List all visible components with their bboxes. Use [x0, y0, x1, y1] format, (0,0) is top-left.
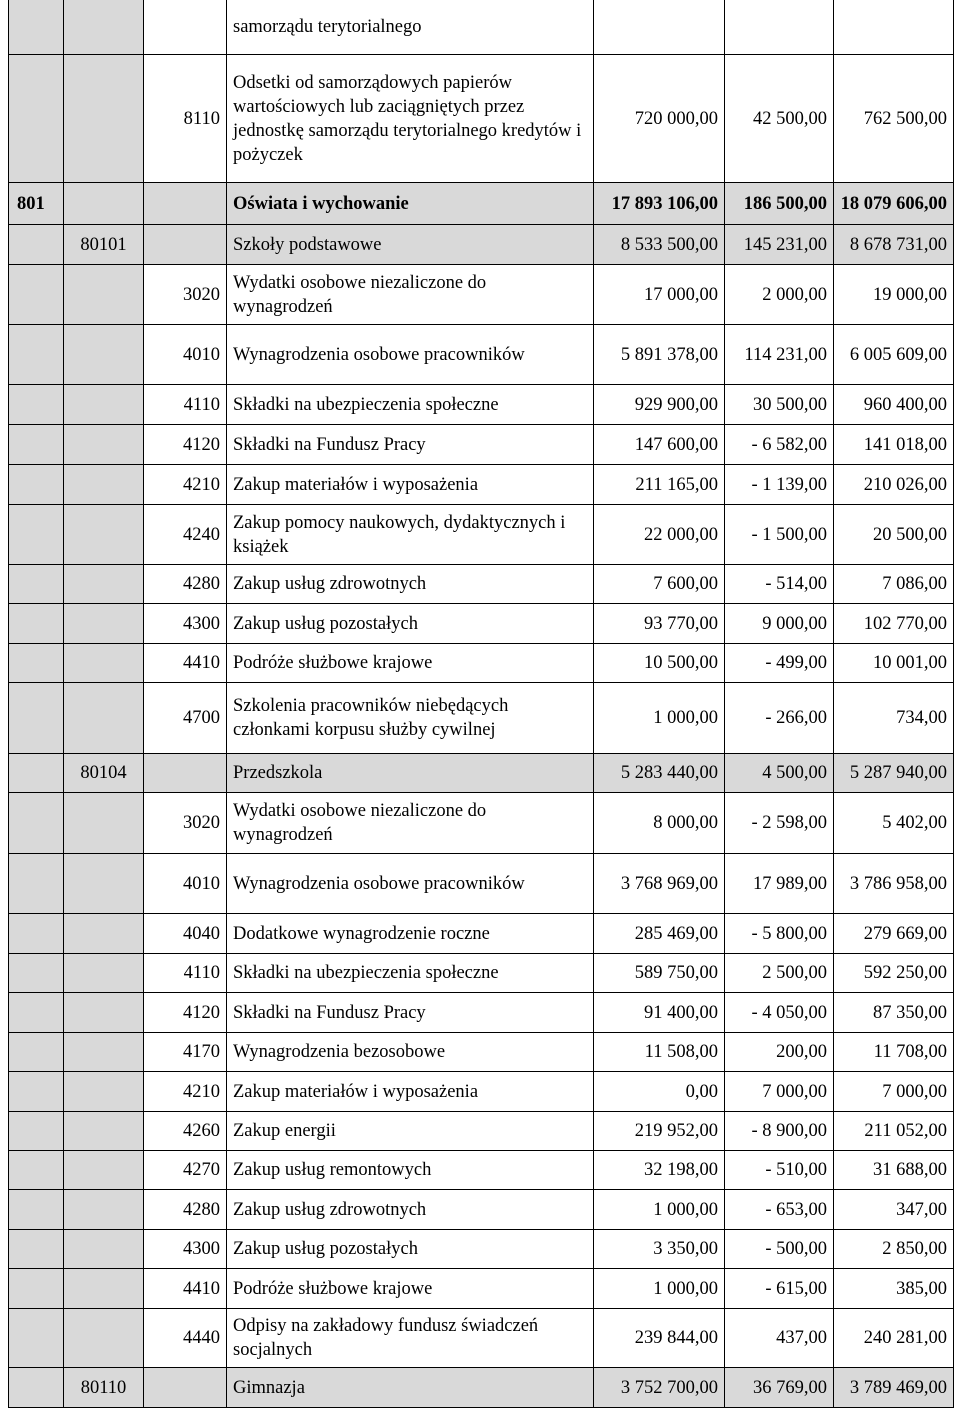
after-change-amount-cell: 19 000,00 [834, 265, 954, 325]
after-change-amount-cell: 10 001,00 [834, 644, 954, 683]
rozdzial-code-cell [64, 265, 144, 325]
rozdzial-code-cell [64, 1112, 144, 1151]
plan-amount-cell: 10 500,00 [594, 644, 725, 683]
plan-amount-cell: 239 844,00 [594, 1309, 725, 1368]
change-amount-cell: 2 500,00 [725, 954, 834, 993]
paragraf-row [9, 604, 954, 644]
dzial-code-cell [9, 1151, 64, 1190]
item-name-cell: Składki na Fundusz Pracy [227, 425, 594, 465]
paragraf-row [9, 465, 954, 505]
change-amount-cell: - 6 582,00 [725, 425, 834, 465]
after-change-amount-cell: 7 086,00 [834, 565, 954, 604]
item-name-cell: Zakup usług zdrowotnych [227, 1190, 594, 1230]
after-change-amount-cell: 5 287 940,00 [834, 754, 954, 793]
change-amount-cell: 186 500,00 [725, 183, 834, 225]
item-name-cell: Przedszkola [227, 754, 594, 793]
paragraf-row [9, 505, 954, 565]
dzial-code-cell [9, 325, 64, 385]
paragraf-code-cell: 4170 [144, 1033, 227, 1072]
paragraf-code-cell: 4040 [144, 914, 227, 954]
plan-amount-cell: 22 000,00 [594, 505, 725, 565]
item-name-cell: Wydatki osobowe niezaliczone do wynagrodzeń [227, 265, 594, 325]
after-change-amount-cell: 960 400,00 [834, 385, 954, 425]
paragraf-code-cell: 4440 [144, 1309, 227, 1368]
change-amount-cell [725, 0, 834, 55]
paragraf-code-cell [144, 0, 227, 55]
item-name-cell: Wydatki osobowe niezaliczone do wynagrodzeń [227, 793, 594, 854]
dzial-code-cell [9, 225, 64, 265]
rozdzial-code-cell [64, 683, 144, 754]
paragraf-code-cell [144, 183, 227, 225]
change-amount-cell: - 5 800,00 [725, 914, 834, 954]
plan-amount-cell: 5 283 440,00 [594, 754, 725, 793]
after-change-amount-cell: 7 000,00 [834, 1072, 954, 1112]
rozdzial-code-cell [64, 793, 144, 854]
rozdzial-code-cell [64, 1151, 144, 1190]
plan-amount-cell: 32 198,00 [594, 1151, 725, 1190]
paragraf-row [9, 1151, 954, 1190]
paragraf-row [9, 1112, 954, 1151]
after-change-amount-cell: 347,00 [834, 1190, 954, 1230]
dzial-code-cell [9, 565, 64, 604]
change-amount-cell: 200,00 [725, 1033, 834, 1072]
after-change-amount-cell: 2 850,00 [834, 1230, 954, 1269]
paragraf-code-cell: 3020 [144, 265, 227, 325]
rozdzial-code-cell [64, 1190, 144, 1230]
dzial-code-cell [9, 914, 64, 954]
change-amount-cell: 30 500,00 [725, 385, 834, 425]
after-change-amount-cell: 385,00 [834, 1269, 954, 1309]
after-change-amount-cell: 210 026,00 [834, 465, 954, 505]
change-amount-cell: 437,00 [725, 1309, 834, 1368]
rozdzial-code-cell: 80110 [64, 1368, 144, 1408]
change-amount-cell: 7 000,00 [725, 1072, 834, 1112]
after-change-amount-cell: 279 669,00 [834, 914, 954, 954]
item-name-cell: Podróże służbowe krajowe [227, 644, 594, 683]
change-amount-cell: 114 231,00 [725, 325, 834, 385]
rozdzial-code-cell [64, 1230, 144, 1269]
dzial-code-cell [9, 954, 64, 993]
item-name-cell: Szkoły podstawowe [227, 225, 594, 265]
paragraf-code-cell: 3020 [144, 793, 227, 854]
change-amount-cell: 17 989,00 [725, 854, 834, 914]
rozdzial-code-cell [64, 1269, 144, 1309]
rozdzial-code-cell [64, 55, 144, 183]
plan-amount-cell: 8 000,00 [594, 793, 725, 854]
change-amount-cell: - 2 598,00 [725, 793, 834, 854]
paragraf-row [9, 993, 954, 1033]
dzial-code-cell: 801 [9, 183, 64, 225]
plan-amount-cell [594, 0, 725, 55]
dzial-code-cell [9, 683, 64, 754]
plan-amount-cell: 147 600,00 [594, 425, 725, 465]
dzial-row [9, 183, 954, 225]
item-name-cell: Zakup materiałów i wyposażenia [227, 465, 594, 505]
item-name-cell: Zakup pomocy naukowych, dydaktycznych i książek [227, 505, 594, 565]
change-amount-cell: 36 769,00 [725, 1368, 834, 1408]
plan-amount-cell: 589 750,00 [594, 954, 725, 993]
plan-amount-cell: 3 752 700,00 [594, 1368, 725, 1408]
item-name-cell: Zakup usług remontowych [227, 1151, 594, 1190]
rozdzial-code-cell [64, 505, 144, 565]
plan-amount-cell: 0,00 [594, 1072, 725, 1112]
paragraf-code-cell: 4120 [144, 425, 227, 465]
rozdzial-code-cell [64, 604, 144, 644]
after-change-amount-cell: 6 005 609,00 [834, 325, 954, 385]
rozdzial-code-cell [64, 644, 144, 683]
paragraf-code-cell: 4700 [144, 683, 227, 754]
after-change-amount-cell: 5 402,00 [834, 793, 954, 854]
change-amount-cell: 9 000,00 [725, 604, 834, 644]
dzial-code-cell [9, 1230, 64, 1269]
dzial-code-cell [9, 1072, 64, 1112]
plan-amount-cell: 17 893 106,00 [594, 183, 725, 225]
change-amount-cell: - 514,00 [725, 565, 834, 604]
rozdzial-code-cell [64, 914, 144, 954]
item-name-cell: Wynagrodzenia osobowe pracowników [227, 854, 594, 914]
paragraf-row [9, 683, 954, 754]
paragraf-row [9, 1190, 954, 1230]
paragraf-row [9, 914, 954, 954]
after-change-amount-cell: 211 052,00 [834, 1112, 954, 1151]
item-name-cell: Zakup materiałów i wyposażenia [227, 1072, 594, 1112]
dzial-code-cell [9, 854, 64, 914]
dzial-code-cell [9, 265, 64, 325]
after-change-amount-cell: 11 708,00 [834, 1033, 954, 1072]
paragraf-code-cell: 8110 [144, 55, 227, 183]
paragraf-code-cell: 4110 [144, 954, 227, 993]
paragraf-code-cell: 4280 [144, 1190, 227, 1230]
rozdzial-code-cell [64, 954, 144, 993]
paragraf-row [9, 565, 954, 604]
after-change-amount-cell: 762 500,00 [834, 55, 954, 183]
change-amount-cell: - 615,00 [725, 1269, 834, 1309]
plan-amount-cell: 285 469,00 [594, 914, 725, 954]
after-change-amount-cell: 240 281,00 [834, 1309, 954, 1368]
paragraf-code-cell: 4110 [144, 385, 227, 425]
change-amount-cell: - 1 139,00 [725, 465, 834, 505]
change-amount-cell: 42 500,00 [725, 55, 834, 183]
after-change-amount-cell: 734,00 [834, 683, 954, 754]
plan-amount-cell: 93 770,00 [594, 604, 725, 644]
dzial-code-cell [9, 1368, 64, 1408]
item-name-cell: samorządu terytorialnego [227, 0, 594, 55]
dzial-code-cell [9, 505, 64, 565]
after-change-amount-cell: 8 678 731,00 [834, 225, 954, 265]
rozdzial-code-cell [64, 0, 144, 55]
change-amount-cell: - 266,00 [725, 683, 834, 754]
dzial-code-cell [9, 993, 64, 1033]
change-amount-cell: - 653,00 [725, 1190, 834, 1230]
item-name-cell: Szkolenia pracowników niebędących członkami korpusu służby cywilnej [227, 683, 594, 754]
plan-amount-cell: 8 533 500,00 [594, 225, 725, 265]
rozdzial-code-cell [64, 425, 144, 465]
change-amount-cell: - 500,00 [725, 1230, 834, 1269]
paragraf-code-cell: 4300 [144, 604, 227, 644]
change-amount-cell: - 499,00 [725, 644, 834, 683]
after-change-amount-cell: 592 250,00 [834, 954, 954, 993]
paragraf-row [9, 55, 954, 183]
paragraf-row [9, 425, 954, 465]
plan-amount-cell: 1 000,00 [594, 1269, 725, 1309]
change-amount-cell: 145 231,00 [725, 225, 834, 265]
rozdzial-code-cell [64, 325, 144, 385]
paragraf-code-cell: 4410 [144, 1269, 227, 1309]
dzial-code-cell [9, 55, 64, 183]
paragraf-code-cell [144, 754, 227, 793]
after-change-amount-cell: 3 789 469,00 [834, 1368, 954, 1408]
change-amount-cell: - 4 050,00 [725, 993, 834, 1033]
paragraf-row [9, 954, 954, 993]
paragraf-code-cell: 4300 [144, 1230, 227, 1269]
dzial-code-cell [9, 1269, 64, 1309]
paragraf-row [9, 854, 954, 914]
rozdzial-code-cell [64, 993, 144, 1033]
plan-amount-cell: 11 508,00 [594, 1033, 725, 1072]
after-change-amount-cell [834, 0, 954, 55]
after-change-amount-cell: 31 688,00 [834, 1151, 954, 1190]
change-amount-cell: - 8 900,00 [725, 1112, 834, 1151]
paragraf-code-cell: 4410 [144, 644, 227, 683]
dzial-code-cell [9, 465, 64, 505]
rozdzial-code-cell [64, 1309, 144, 1368]
item-name-cell: Zakup energii [227, 1112, 594, 1151]
dzial-code-cell [9, 0, 64, 55]
rozdzial-code-cell [64, 385, 144, 425]
after-change-amount-cell: 18 079 606,00 [834, 183, 954, 225]
paragraf-code-cell: 4240 [144, 505, 227, 565]
rozdzial-row [9, 754, 954, 793]
paragraf-row [9, 1309, 954, 1368]
change-amount-cell: 2 000,00 [725, 265, 834, 325]
paragraf-row [9, 385, 954, 425]
plan-amount-cell: 5 891 378,00 [594, 325, 725, 385]
paragraf-row [9, 1072, 954, 1112]
item-name-cell: Podróże służbowe krajowe [227, 1269, 594, 1309]
paragraf-code-cell: 4280 [144, 565, 227, 604]
item-name-cell: Odpisy na zakładowy fundusz świadczeń socjalnych [227, 1309, 594, 1368]
plan-amount-cell: 1 000,00 [594, 683, 725, 754]
paragraf-row [9, 325, 954, 385]
after-change-amount-cell: 20 500,00 [834, 505, 954, 565]
item-name-cell: Gimnazja [227, 1368, 594, 1408]
paragraf-code-cell: 4210 [144, 465, 227, 505]
rozdzial-code-cell [64, 565, 144, 604]
dzial-code-cell [9, 793, 64, 854]
dzial-code-cell [9, 385, 64, 425]
item-name-cell: Wynagrodzenia bezosobowe [227, 1033, 594, 1072]
paragraf-row [9, 265, 954, 325]
after-change-amount-cell: 141 018,00 [834, 425, 954, 465]
dzial-code-cell [9, 1309, 64, 1368]
plan-amount-cell: 720 000,00 [594, 55, 725, 183]
paragraf-code-cell: 4210 [144, 1072, 227, 1112]
paragraf-code-cell [144, 225, 227, 265]
item-name-cell: Wynagrodzenia osobowe pracowników [227, 325, 594, 385]
plan-amount-cell: 17 000,00 [594, 265, 725, 325]
item-name-cell: Składki na ubezpieczenia społeczne [227, 954, 594, 993]
rozdzial-code-cell: 80104 [64, 754, 144, 793]
paragraf-row [9, 1230, 954, 1269]
plan-amount-cell: 91 400,00 [594, 993, 725, 1033]
dzial-code-cell [9, 1190, 64, 1230]
paragraf-code-cell: 4260 [144, 1112, 227, 1151]
plan-amount-cell: 7 600,00 [594, 565, 725, 604]
rozdzial-row [9, 225, 954, 265]
plan-amount-cell: 1 000,00 [594, 1190, 725, 1230]
item-name-cell: Składki na Fundusz Pracy [227, 993, 594, 1033]
rozdzial-code-cell [64, 465, 144, 505]
item-name-cell: Zakup usług zdrowotnych [227, 565, 594, 604]
after-change-amount-cell: 87 350,00 [834, 993, 954, 1033]
rozdzial-code-cell: 80101 [64, 225, 144, 265]
rozdzial-row [9, 1368, 954, 1408]
dzial-code-cell [9, 1112, 64, 1151]
paragraf-row [9, 1269, 954, 1309]
dzial-code-cell [9, 644, 64, 683]
item-name-cell: Zakup usług pozostałych [227, 604, 594, 644]
paragraf-row [9, 1033, 954, 1072]
plan-amount-cell: 211 165,00 [594, 465, 725, 505]
item-name-cell: Oświata i wychowanie [227, 183, 594, 225]
paragraf-code-cell: 4270 [144, 1151, 227, 1190]
rozdzial-code-cell [64, 183, 144, 225]
paragraf-row [9, 644, 954, 683]
change-amount-cell: 4 500,00 [725, 754, 834, 793]
rozdzial-code-cell [64, 1072, 144, 1112]
paragraf-code-cell [144, 1368, 227, 1408]
paragraf-row [9, 793, 954, 854]
change-amount-cell: - 510,00 [725, 1151, 834, 1190]
dzial-code-cell [9, 425, 64, 465]
after-change-amount-cell: 3 786 958,00 [834, 854, 954, 914]
item-name-cell: Składki na ubezpieczenia społeczne [227, 385, 594, 425]
after-change-amount-cell: 102 770,00 [834, 604, 954, 644]
plan-amount-cell: 3 350,00 [594, 1230, 725, 1269]
plan-amount-cell: 219 952,00 [594, 1112, 725, 1151]
budget-table [8, 0, 954, 1408]
paragraf-code-cell: 4010 [144, 854, 227, 914]
change-amount-cell: - 1 500,00 [725, 505, 834, 565]
dzial-code-cell [9, 1033, 64, 1072]
rozdzial-code-cell [64, 1033, 144, 1072]
dzial-code-cell [9, 604, 64, 644]
dzial-code-cell [9, 754, 64, 793]
paragraf-code-cell: 4120 [144, 993, 227, 1033]
paragraf-row [9, 0, 954, 55]
paragraf-code-cell: 4010 [144, 325, 227, 385]
plan-amount-cell: 929 900,00 [594, 385, 725, 425]
item-name-cell: Odsetki od samorządowych papierów wartościowych lub zaciągniętych przez jednostkę samorządu terytorialnego kredytów i pożyczek [227, 55, 594, 183]
item-name-cell: Dodatkowe wynagrodzenie roczne [227, 914, 594, 954]
item-name-cell: Zakup usług pozostałych [227, 1230, 594, 1269]
plan-amount-cell: 3 768 969,00 [594, 854, 725, 914]
rozdzial-code-cell [64, 854, 144, 914]
